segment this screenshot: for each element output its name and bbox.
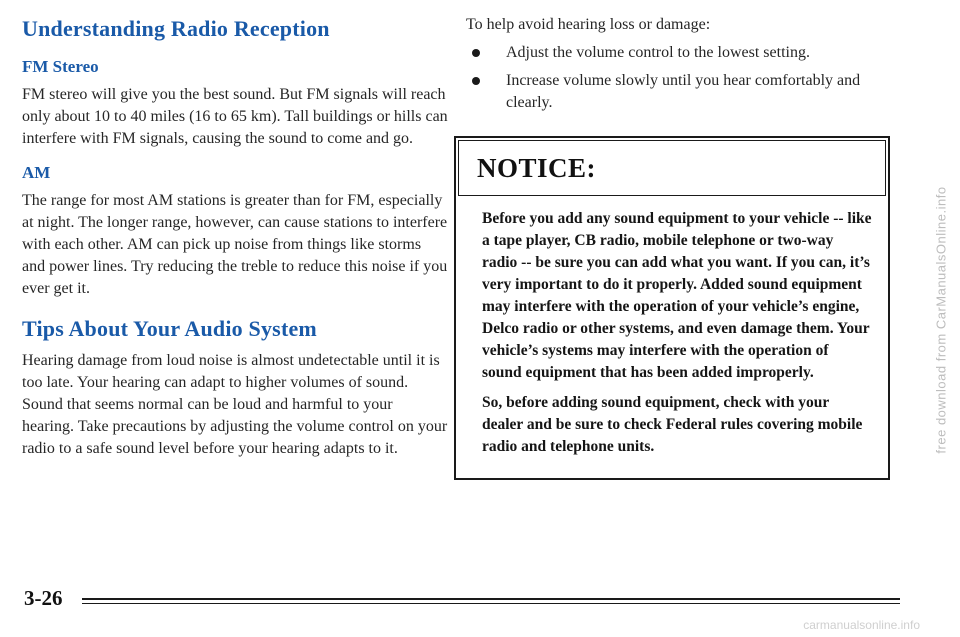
bullet-text: Increase volume slowly until you hear comfortably and clearly. bbox=[506, 72, 861, 111]
watermark-text: free download from CarManualsOnline.info bbox=[933, 186, 949, 454]
bullet-dot-icon bbox=[472, 77, 480, 85]
paragraph-hearing-damage: Hearing damage from loud noise is almost undetectable until it is too late. Your hearing can adapt to higher volumes of sound. Sound that seems normal can be loud and harmful to your hearing. Take precautions by adjusting the volume control on your radio to a safe sound level before your hearing adapts to it. bbox=[22, 352, 448, 457]
bullet-list bbox=[466, 42, 902, 114]
bullet-dot-icon bbox=[472, 49, 480, 57]
bullet-text: Adjust the volume control to the lowest setting. bbox=[506, 44, 810, 61]
side-watermark bbox=[926, 20, 956, 620]
notice-body bbox=[458, 196, 886, 476]
page-footer bbox=[24, 583, 900, 613]
notice-paragraph-1: Before you add any sound equipment to your vehicle -- like a tape player, CB radio, mobile telephone or two-way radio -- be sure you can add what you want. If you can, it’s very important to do it properly. Added sound equipment may interfere with the operation of your vehicle’s engine, Delco radio or other systems, and even damage them. Your vehicle’s systems may interfere with the operation of sound equipment that has been added improperly. bbox=[482, 210, 872, 381]
subheading-fm-stereo: FM Stereo bbox=[22, 57, 99, 76]
paragraph-fm-stereo: FM stereo will give you the best sound. But FM signals will reach only about 10 to 40 miles (16 to 65 km). Tall buildings or hills can interfere with FM signals, causing the sound to come and go. bbox=[22, 86, 448, 147]
notice-title: NOTICE: bbox=[458, 140, 886, 196]
section-title-radio-reception: Understanding Radio Reception bbox=[22, 16, 330, 41]
footer-rule-thin bbox=[82, 603, 900, 604]
notice-paragraph-2: So, before adding sound equipment, check with your dealer and be sure to check Federal rules covering mobile radio and telephone units. bbox=[482, 394, 863, 455]
right-column bbox=[466, 14, 902, 480]
paragraph-am: The range for most AM stations is greater than for FM, especially at night. The longer range, however, can cause stations to interfere with each other. AM can pick up noise from things like storms and power lines. Try reducing the treble to reduce this noise if you ever get it. bbox=[22, 192, 448, 297]
paragraph-hearing-intro: To help avoid hearing loss or damage: bbox=[466, 16, 711, 33]
bottom-watermark: carmanualsonline.info bbox=[803, 618, 920, 632]
subheading-am: AM bbox=[22, 163, 51, 182]
left-column bbox=[22, 14, 448, 460]
notice-box bbox=[454, 136, 890, 480]
list-item bbox=[466, 42, 902, 64]
page-number: 3-26 bbox=[24, 586, 63, 610]
footer-rule bbox=[82, 598, 900, 600]
list-item bbox=[466, 70, 902, 114]
section-title-audio-tips: Tips About Your Audio System bbox=[22, 316, 317, 341]
